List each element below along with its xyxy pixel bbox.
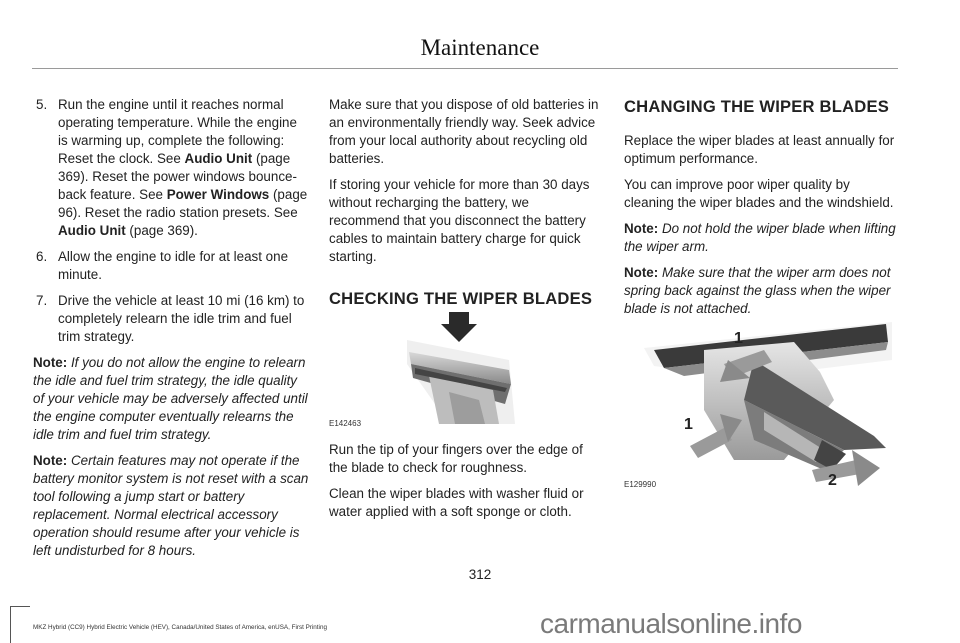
section-heading-checking: CHECKING THE WIPER BLADES [329, 289, 593, 308]
list-item-6 [33, 248, 309, 284]
page-header-title: Maintenance [420, 35, 540, 60]
cross-reference-link[interactable]: Power Windows [166, 187, 270, 202]
note-paragraph [33, 452, 309, 560]
callout-label: 1 [684, 416, 693, 433]
list-text: Run the engine until it reaches normal operating temperature. While the engine is warming up, complete the following: Reset the clock. See [58, 97, 297, 166]
figure-code: E142463 [329, 419, 362, 428]
column-right [624, 96, 899, 326]
figure-code: E129990 [624, 480, 657, 489]
note-paragraph [624, 264, 899, 318]
list-text: Drive the vehicle at least 10 mi (16 km) to completely relearn the idle trim and fuel trim strategy. [58, 293, 305, 344]
wiper-blade-illustration [329, 312, 602, 430]
list-number: 5. [36, 97, 48, 112]
list-text: (page 369). Reset the power windows bounce-back feature. See [58, 151, 297, 202]
header-divider [32, 68, 898, 69]
wiper-arm-illustration [624, 320, 900, 492]
list-text: Allow the engine to idle for at least one minute. [58, 249, 289, 282]
list-item-7 [33, 292, 309, 346]
callout-label: 1 [734, 330, 743, 347]
arrow-down-icon [449, 312, 469, 324]
callout-label: 2 [828, 472, 837, 489]
note-label: Note: [33, 355, 68, 370]
figure-wiper-blade-check [329, 312, 602, 430]
body-paragraph: Clean the wiper blades with washer fluid or water applied with a soft sponge or cloth. [329, 486, 584, 519]
cross-reference-link[interactable]: Audio Unit [58, 223, 126, 238]
document-info: MKZ Hybrid (CC9) Hybrid Electric Vehicle (HEV), Canada/United States of America, enUSA, First Printing [33, 624, 327, 631]
body-paragraph: You can improve poor wiper quality by cleaning the wiper blades and the windshield. [624, 177, 894, 210]
cross-reference-link[interactable]: Audio Unit [184, 151, 253, 166]
note-paragraph [624, 220, 899, 256]
body-paragraph: Replace the wiper blades at least annually for optimum performance. [624, 133, 895, 166]
note-text: If you do not allow the engine to relearn the idle and fuel trim strategy, the idle quality of your vehicle may be adversely affected until the engine computer eventually relearns the idle trim and fuel trim strategy. [33, 355, 308, 442]
note-text: Certain features may not operate if the battery monitor system is not reset with a scan tool following a jump start or battery replacement. Normal electrical accessory operation should resume after your vehicle is left undisturbed for 8 hours. [33, 453, 309, 558]
list-text: (page 96). Reset the radio station presets. See [58, 187, 308, 220]
crop-mark [10, 606, 30, 607]
column-left [33, 96, 309, 568]
note-paragraph [33, 354, 309, 444]
list-number: 7. [36, 293, 48, 308]
note-label: Note: [624, 221, 659, 236]
column-middle-lower [329, 441, 602, 529]
figure-wiper-blade-change [624, 320, 900, 492]
note-label: Note: [624, 265, 659, 280]
page-number: 312 [468, 567, 492, 582]
body-paragraph: If storing your vehicle for more than 30 days without recharging the battery, we recommend that you disconnect the battery cables to maintain battery charge for quick starting. [329, 177, 590, 264]
crop-mark [10, 606, 11, 643]
section-heading-changing: CHANGING THE WIPER BLADES [624, 97, 889, 116]
list-text: (page 369). [125, 223, 198, 238]
list-number: 6. [36, 249, 48, 264]
column-middle [329, 96, 602, 310]
watermark: carmanualsonline.info [540, 608, 802, 639]
note-text: Make sure that the wiper arm does not spring back against the glass when the wiper blade is not attached. [624, 265, 891, 316]
body-paragraph: Make sure that you dispose of old batteries in an environmentally friendly way. Seek advice from your local authority about recycling old batteries. [329, 97, 599, 166]
note-label: Note: [33, 453, 68, 468]
list-item-5 [33, 96, 309, 240]
note-text: Do not hold the wiper blade when lifting the wiper arm. [624, 221, 896, 254]
body-paragraph: Run the tip of your fingers over the edge of the blade to check for roughness. [329, 442, 583, 475]
